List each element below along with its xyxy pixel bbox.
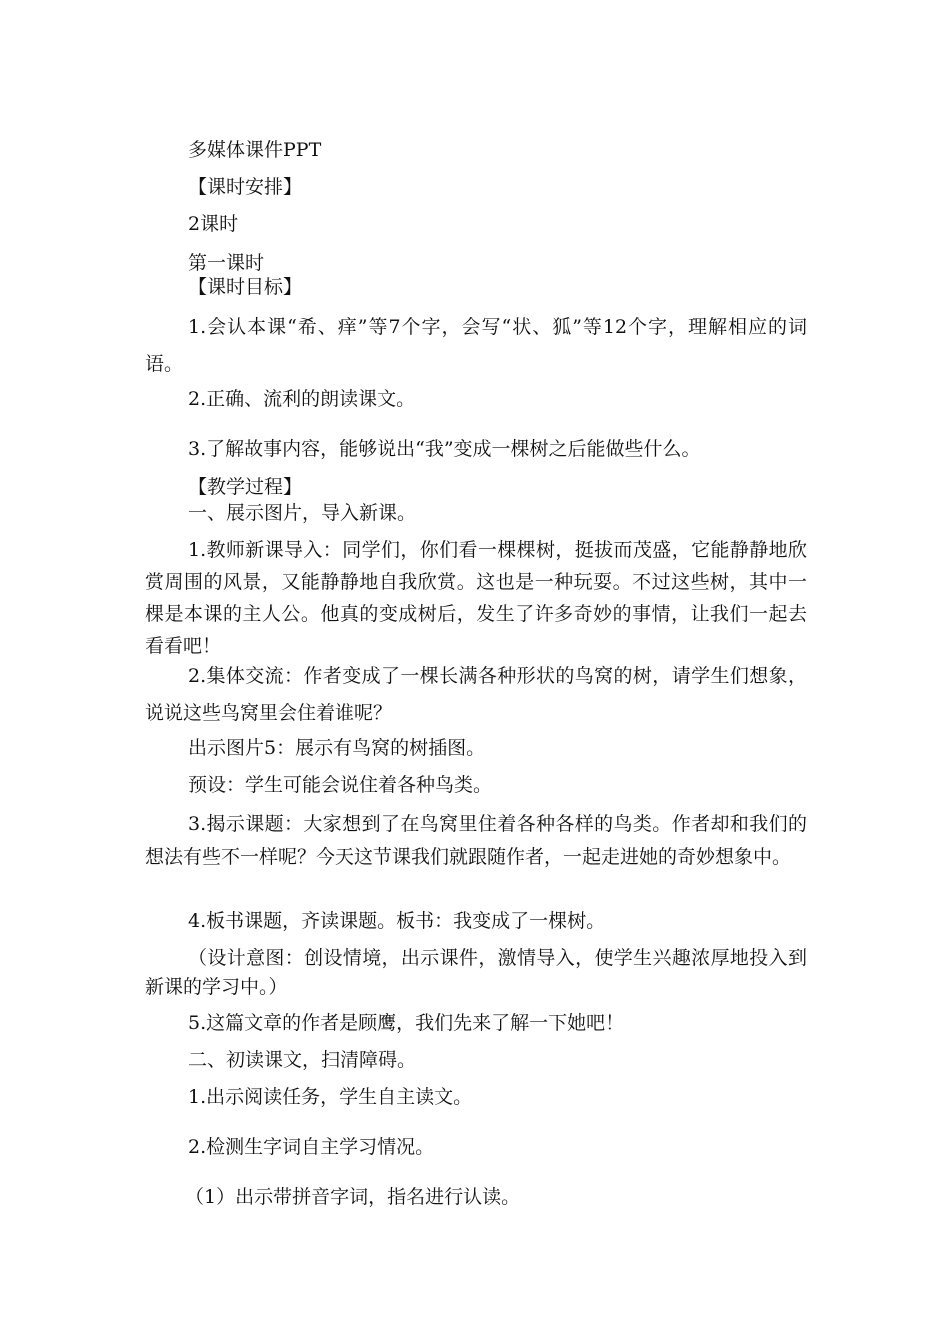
objective-1: 1.会认本课“希、痒”等7个字，会写“状、狐”等12个字，理解相应的词语。 — [145, 316, 807, 375]
heading-schedule: 【课时安排】 — [188, 176, 303, 198]
design-intent: （设计意图：创设情境，出示课件，激情导入，使学生兴趣浓厚地投入到新课的学习中。） — [145, 947, 807, 998]
line-first-period: 第一课时 — [188, 252, 265, 274]
section-2-title: 二、初读课文，扫清障碍。 — [188, 1049, 417, 1071]
step-5-author: 5.这篇文章的作者是顾鹰，我们先来了解一下她吧！ — [188, 1012, 625, 1034]
line-two-periods: 2课时 — [188, 213, 239, 235]
step-4-board-title: 4.板书课题，齐读课题。板书：我变成了一棵树。 — [188, 910, 606, 932]
show-pinyin-words: （1）出示带拼音字词，指名进行认读。 — [185, 1186, 521, 1208]
presumption: 预设：学生可能会说住着各种鸟类。 — [188, 774, 493, 796]
reading-task: 1.出示阅读任务，学生自主读文。 — [188, 1086, 473, 1108]
objective-2: 2.正确、流利的朗读课文。 — [188, 388, 416, 410]
step-3-reveal-topic: 3.揭示课题：大家想到了在鸟窝里住着各种各样的鸟类。作者却和我们的想法有些不一样呢？今天这节课我们就跟随作者，一起走进她的奇妙想象中。 — [145, 813, 807, 868]
heading-objectives: 【课时目标】 — [188, 276, 303, 298]
show-picture-5: 出示图片5：展示有鸟窝的树插图。 — [188, 737, 486, 759]
heading-process: 【教学过程】 — [188, 476, 303, 498]
section-1-title: 一、展示图片，导入新课。 — [188, 502, 417, 524]
step-2-discussion: 2.集体交流：作者变成了一棵长满各种形状的鸟窝的树，请学生们想象，说说这些鸟窝里会住着谁呢？ — [145, 665, 807, 724]
check-vocabulary: 2.检测生字词自主学习情况。 — [188, 1136, 435, 1158]
step-1-intro: 1.教师新课导入：同学们，你们看一棵棵树，挺拔而茂盛，它能静静地欣赏周围的风景，又能静静地自我欣赏。这也是一种玩耍。不过这些树，其中一棵是本课的主人公。他真的变成树后，发生了许多奇妙的事情，让我们一起去看看吧！ — [145, 539, 807, 657]
objective-3: 3.了解故事内容，能够说出“我”变成一棵树之后能做些什么。 — [188, 438, 701, 460]
line-multimedia-ppt: 多媒体课件PPT — [188, 139, 322, 161]
